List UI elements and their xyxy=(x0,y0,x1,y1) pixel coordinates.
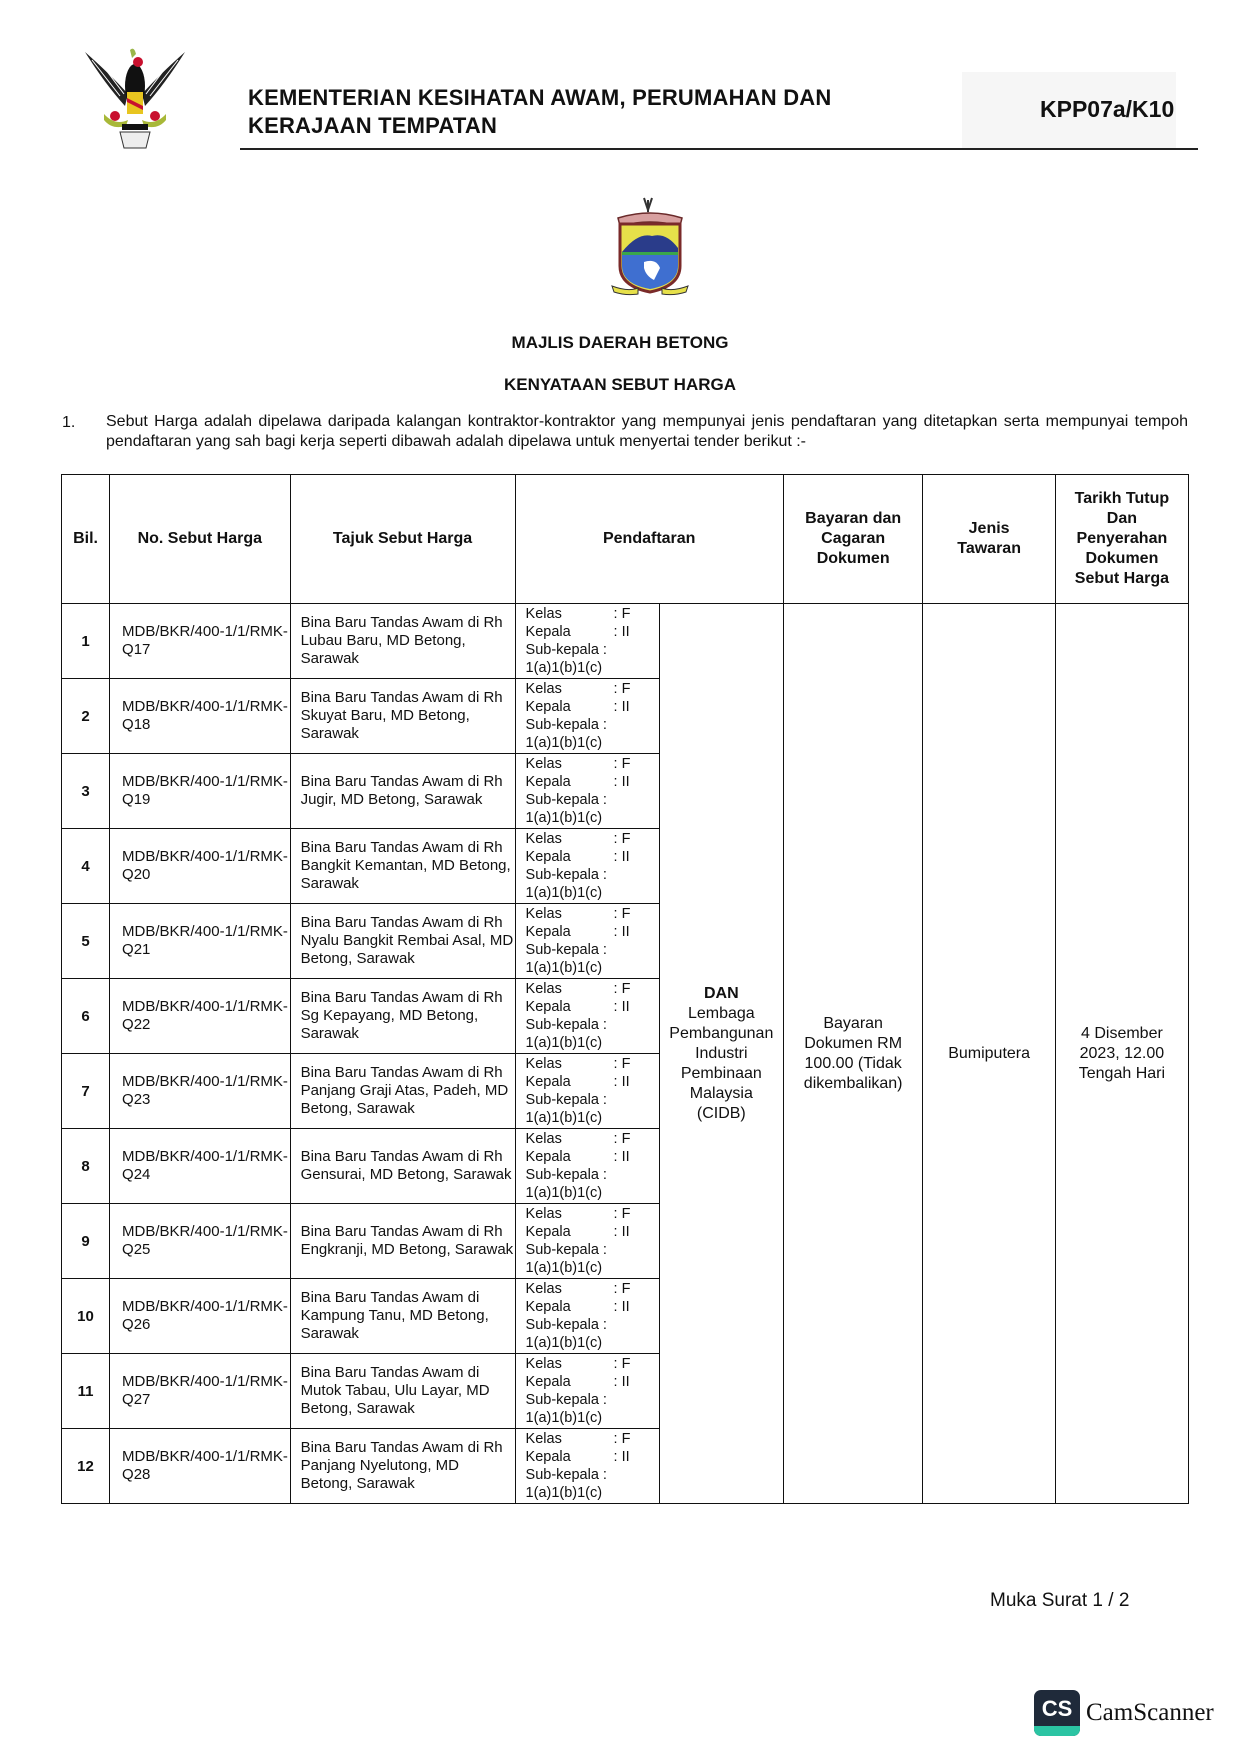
cell-no-sebut-harga: MDB/BKR/400-1/1/RMK-Q24 xyxy=(110,1129,291,1204)
paragraph-number: 1. xyxy=(62,414,76,431)
cell-bil: 2 xyxy=(62,679,110,754)
kepala-value: : II xyxy=(613,699,630,715)
form-code: KPP07a/K10 xyxy=(1040,96,1175,122)
cell-no-sebut-harga: MDB/BKR/400-1/1/RMK-Q27 xyxy=(110,1354,291,1429)
cell-tajuk: Bina Baru Tandas Awam di Kampung Tanu, MD Betong, Sarawak xyxy=(290,1279,515,1354)
kepala-label: Kepala xyxy=(525,1224,571,1240)
kelas-value: : F xyxy=(613,906,631,922)
kepala-value: : II xyxy=(613,1374,630,1390)
cell-registration xyxy=(515,1204,659,1279)
cell-no-sebut-harga: MDB/BKR/400-1/1/RMK-Q19 xyxy=(110,754,291,829)
subkepala-value: 1(a)1(b)1(c) xyxy=(525,1485,603,1501)
cell-tajuk: Bina Baru Tandas Awam di Rh Panjang Nyelutong, MD Betong, Sarawak xyxy=(290,1429,515,1504)
header-divider xyxy=(240,148,1198,150)
cell-tarikh: 4 Disember 2023, 12.00 Tengah Hari xyxy=(1055,604,1188,1504)
cell-registration xyxy=(515,1354,659,1429)
cell-tajuk: Bina Baru Tandas Awam di Rh Skuyat Baru, MD Betong, Sarawak xyxy=(290,679,515,754)
kelas-label: Kelas xyxy=(525,1131,562,1147)
kepala-value: : II xyxy=(613,1299,630,1315)
subkepala-label: Sub-kepala : xyxy=(525,1392,607,1408)
kelas-value: : F xyxy=(613,681,631,697)
kelas-value: : F xyxy=(613,1131,631,1147)
kepala-value: : II xyxy=(613,774,630,790)
table-row xyxy=(62,604,1189,679)
cell-registration xyxy=(515,904,659,979)
cell-bil: 5 xyxy=(62,904,110,979)
cell-tajuk: Bina Baru Tandas Awam di Mutok Tabau, Ulu Layar, MD Betong, Sarawak xyxy=(290,1354,515,1429)
subkepala-value: 1(a)1(b)1(c) xyxy=(525,735,603,751)
cell-tajuk: Bina Baru Tandas Awam di Rh Gensurai, MD Betong, Sarawak xyxy=(290,1129,515,1204)
header-tajuk: Tajuk Sebut Harga xyxy=(290,475,515,604)
camscanner-logo-icon: CS xyxy=(1034,1690,1080,1736)
quotation-table xyxy=(61,474,1189,1504)
kelas-label: Kelas xyxy=(525,906,562,922)
cell-tajuk: Bina Baru Tandas Awam di Rh Nyalu Bangkit Rembai Asal, MD Betong, Sarawak xyxy=(290,904,515,979)
subkepala-label: Sub-kepala : xyxy=(525,1092,607,1108)
kepala-label: Kepala xyxy=(525,999,571,1015)
cell-tajuk: Bina Baru Tandas Awam di Rh Lubau Baru, MD Betong, Sarawak xyxy=(290,604,515,679)
kepala-value: : II xyxy=(613,1149,630,1165)
subkepala-label: Sub-kepala : xyxy=(525,1167,607,1183)
subkepala-label: Sub-kepala : xyxy=(525,1242,607,1258)
kelas-label: Kelas xyxy=(525,831,562,847)
cell-tajuk: Bina Baru Tandas Awam di Rh Jugir, MD Betong, Sarawak xyxy=(290,754,515,829)
cell-registration xyxy=(515,829,659,904)
cell-jenis: Bumiputera xyxy=(923,604,1055,1504)
kepala-value: : II xyxy=(613,999,630,1015)
page-number: Muka Surat 1 / 2 xyxy=(990,1590,1130,1611)
subkepala-label: Sub-kepala : xyxy=(525,1317,607,1333)
header-tarikh: Tarikh Tutup Dan Penyerahan Dokumen Sebut Harga xyxy=(1055,475,1188,604)
header-jenis: Jenis Tawaran xyxy=(923,475,1055,604)
cell-registration xyxy=(515,754,659,829)
cell-tajuk: Bina Baru Tandas Awam di Rh Sg Kepayang, MD Betong, Sarawak xyxy=(290,979,515,1054)
subkepala-label: Sub-kepala : xyxy=(525,1467,607,1483)
kelas-value: : F xyxy=(613,1056,631,1072)
ministry-name-line1: KEMENTERIAN KESIHATAN AWAM, PERUMAHAN DAN xyxy=(248,85,832,110)
header-bayaran: Bayaran dan Cagaran Dokumen xyxy=(783,475,923,604)
kepala-label: Kepala xyxy=(525,774,571,790)
kelas-value: : F xyxy=(613,1281,631,1297)
cell-no-sebut-harga: MDB/BKR/400-1/1/RMK-Q25 xyxy=(110,1204,291,1279)
kelas-value: : F xyxy=(613,756,631,772)
kelas-value: : F xyxy=(613,831,631,847)
majlis-daerah-betong-logo-icon xyxy=(608,196,692,300)
cell-registration xyxy=(515,1054,659,1129)
kelas-label: Kelas xyxy=(525,981,562,997)
subkepala-value: 1(a)1(b)1(c) xyxy=(525,960,603,976)
cell-bayaran: Bayaran Dokumen RM 100.00 (Tidak dikembalikan) xyxy=(783,604,923,1504)
cell-no-sebut-harga: MDB/BKR/400-1/1/RMK-Q21 xyxy=(110,904,291,979)
cell-bil: 10 xyxy=(62,1279,110,1354)
kepala-label: Kepala xyxy=(525,849,571,865)
organization-name: MAJLIS DAERAH BETONG xyxy=(511,333,729,352)
subkepala-value: 1(a)1(b)1(c) xyxy=(525,885,603,901)
kepala-value: : II xyxy=(613,924,630,940)
kepala-label: Kepala xyxy=(525,1149,571,1165)
kelas-label: Kelas xyxy=(525,1356,562,1372)
subkepala-value: 1(a)1(b)1(c) xyxy=(525,810,603,826)
kelas-value: : F xyxy=(613,981,631,997)
kelas-label: Kelas xyxy=(525,756,562,772)
cell-bil: 11 xyxy=(62,1354,110,1429)
header-pendaftaran: Pendaftaran xyxy=(515,475,783,604)
subkepala-value: 1(a)1(b)1(c) xyxy=(525,1035,603,1051)
subkepala-value: 1(a)1(b)1(c) xyxy=(525,1110,603,1126)
subkepala-label: Sub-kepala : xyxy=(525,942,607,958)
ministry-name xyxy=(248,84,831,140)
subkepala-label: Sub-kepala : xyxy=(525,1017,607,1033)
kepala-label: Kepala xyxy=(525,924,571,940)
subkepala-label: Sub-kepala : xyxy=(525,867,607,883)
kepala-value: : II xyxy=(613,1224,630,1240)
subkepala-label: Sub-kepala : xyxy=(525,642,607,658)
document-title: KENYATAAN SEBUT HARGA xyxy=(503,375,737,394)
kepala-label: Kepala xyxy=(525,1449,571,1465)
cell-registration xyxy=(515,1129,659,1204)
cell-no-sebut-harga: MDB/BKR/400-1/1/RMK-Q22 xyxy=(110,979,291,1054)
subkepala-value: 1(a)1(b)1(c) xyxy=(525,1335,603,1351)
kelas-value: : F xyxy=(613,1206,631,1222)
ministry-name-line2: KERAJAAN TEMPATAN xyxy=(248,113,498,138)
cell-no-sebut-harga: MDB/BKR/400-1/1/RMK-Q26 xyxy=(110,1279,291,1354)
kelas-label: Kelas xyxy=(525,1206,562,1222)
cell-no-sebut-harga: MDB/BKR/400-1/1/RMK-Q23 xyxy=(110,1054,291,1129)
cell-bil: 3 xyxy=(62,754,110,829)
cell-tajuk: Bina Baru Tandas Awam di Rh Bangkit Kemantan, MD Betong, Sarawak xyxy=(290,829,515,904)
cell-registration xyxy=(515,1279,659,1354)
kepala-label: Kepala xyxy=(525,1074,571,1090)
kelas-value: : F xyxy=(613,1356,631,1372)
camscanner-text: CamScanner xyxy=(1086,1699,1214,1726)
cell-bil: 4 xyxy=(62,829,110,904)
kelas-value: : F xyxy=(613,1431,631,1447)
header-no-sebut-harga: No. Sebut Harga xyxy=(110,475,291,604)
cell-no-sebut-harga: MDB/BKR/400-1/1/RMK-Q18 xyxy=(110,679,291,754)
cell-registration xyxy=(515,604,659,679)
kelas-label: Kelas xyxy=(525,606,562,622)
kelas-label: Kelas xyxy=(525,681,562,697)
cidb-dan: DAN xyxy=(703,984,739,1002)
header-bil: Bil. xyxy=(62,475,110,604)
kelas-label: Kelas xyxy=(525,1431,562,1447)
cell-bil: 8 xyxy=(62,1129,110,1204)
kepala-value: : II xyxy=(613,1074,630,1090)
camscanner-watermark xyxy=(1034,1690,1214,1736)
kelas-label: Kelas xyxy=(525,1281,562,1297)
kepala-label: Kepala xyxy=(525,1374,571,1390)
kepala-label: Kepala xyxy=(525,699,571,715)
subkepala-value: 1(a)1(b)1(c) xyxy=(525,660,603,676)
kepala-value: : II xyxy=(613,1449,630,1465)
cell-registration xyxy=(515,979,659,1054)
kepala-value: : II xyxy=(613,624,630,640)
cell-no-sebut-harga: MDB/BKR/400-1/1/RMK-Q28 xyxy=(110,1429,291,1504)
kepala-label: Kepala xyxy=(525,624,571,640)
cell-tajuk: Bina Baru Tandas Awam di Rh Panjang Graji Atas, Padeh, MD Betong, Sarawak xyxy=(290,1054,515,1129)
kepala-value: : II xyxy=(613,849,630,865)
cell-bil: 9 xyxy=(62,1204,110,1279)
subkepala-value: 1(a)1(b)1(c) xyxy=(525,1185,603,1201)
cell-bil: 12 xyxy=(62,1429,110,1504)
cell-registration xyxy=(515,679,659,754)
kelas-label: Kelas xyxy=(525,1056,562,1072)
table-header-row xyxy=(62,475,1189,604)
sarawak-crest-icon xyxy=(80,44,190,154)
paragraph-text: Sebut Harga adalah dipelawa daripada kalangan kontraktor-kontraktor yang mempunyai jenis pendaftaran yang ditetapkan serta mempunyai tempoh pendaftaran yang sah bagi kerja seperti dibawah adalah dipelawa untuk menyertai tender berikut :- xyxy=(106,413,1188,450)
cell-bil: 7 xyxy=(62,1054,110,1129)
cell-registration xyxy=(515,1429,659,1504)
cell-no-sebut-harga: MDB/BKR/400-1/1/RMK-Q17 xyxy=(110,604,291,679)
cell-no-sebut-harga: MDB/BKR/400-1/1/RMK-Q20 xyxy=(110,829,291,904)
cidb-body: Lembaga Pembangunan Industri Pembinaan Malaysia (CIDB) xyxy=(669,1004,774,1122)
cell-tajuk: Bina Baru Tandas Awam di Rh Engkranji, MD Betong, Sarawak xyxy=(290,1204,515,1279)
subkepala-value: 1(a)1(b)1(c) xyxy=(525,1260,603,1276)
cell-bil: 6 xyxy=(62,979,110,1054)
kepala-label: Kepala xyxy=(525,1299,571,1315)
cell-cidb-registration xyxy=(659,604,783,1504)
subkepala-label: Sub-kepala : xyxy=(525,792,607,808)
subkepala-label: Sub-kepala : xyxy=(525,717,607,733)
subkepala-value: 1(a)1(b)1(c) xyxy=(525,1410,603,1426)
cell-bil: 1 xyxy=(62,604,110,679)
kelas-value: : F xyxy=(613,606,631,622)
